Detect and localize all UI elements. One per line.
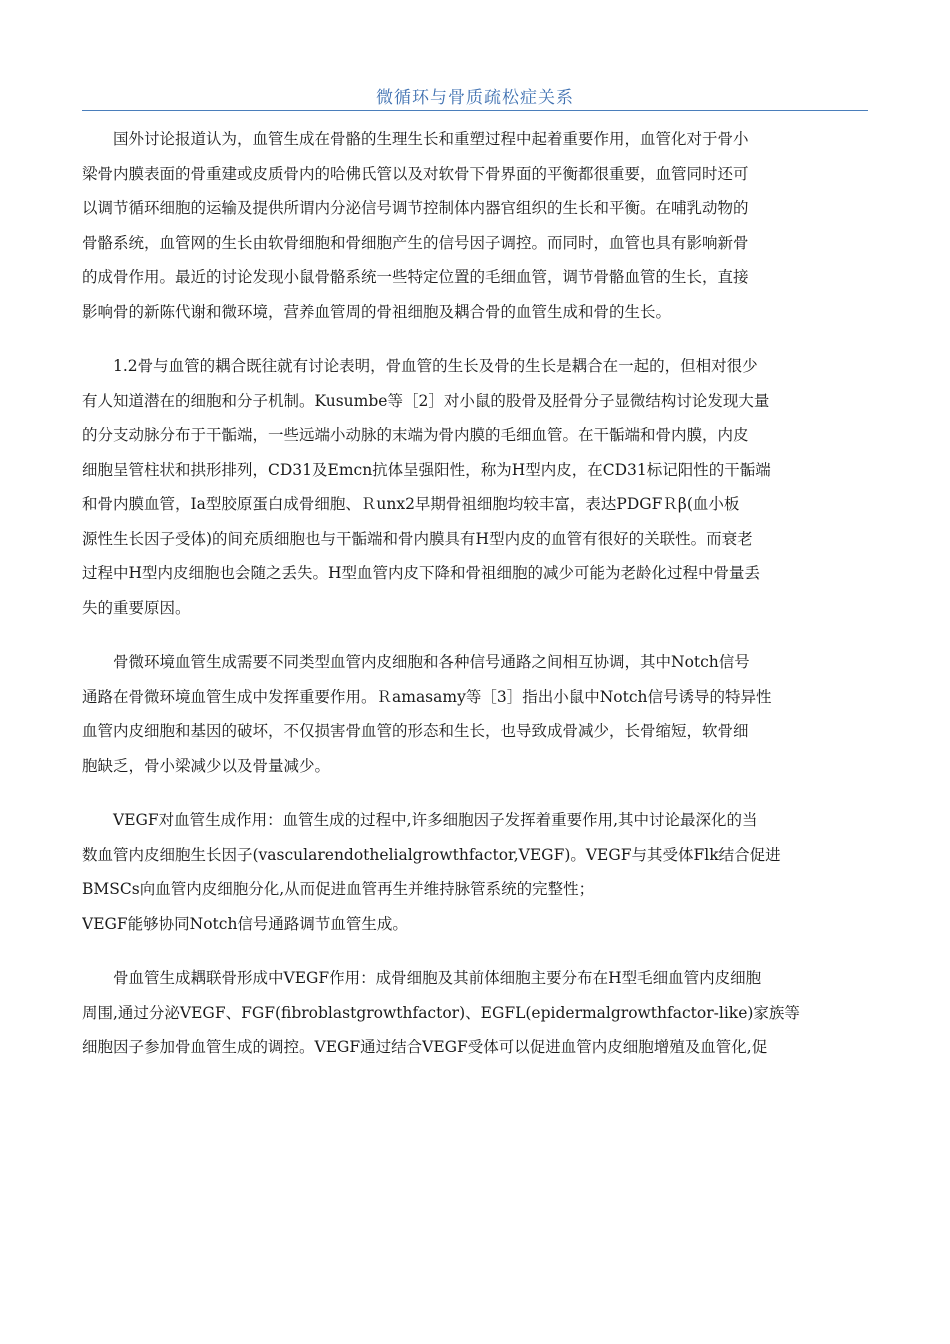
- text-line: 骨微环境血管生成需要不同类型血管内皮细胞和各种信号通路之间相互协调，其中Notch信号: [113, 653, 750, 671]
- text-line: 细胞呈管柱状和拱形排列，CD31及Emcn抗体呈强阳性，称为H型内皮，在CD31标记阳性的干骺端: [82, 460, 771, 479]
- paragraph-1: [82, 122, 868, 329]
- paragraph-5: [82, 907, 868, 942]
- text-line: 周围,通过分泌VEGF、FGF(fibroblastgrowthfactor)、EGFL(epidermalgrowthfactor-like)家族等: [82, 1003, 800, 1022]
- text-line: 骨血管生成耦联骨形成中VEGF作用：成骨细胞及其前体细胞主要分布在H型毛细血管内皮细胞: [113, 969, 762, 987]
- text-line: 梁骨内膜表面的骨重建或皮质骨内的哈佛氏管以及对软骨下骨界面的平衡都很重要，血管同时还可: [82, 164, 749, 183]
- text-line: 胞缺乏，骨小梁减少以及骨量减少。: [82, 756, 331, 775]
- text-line: 以调节循环细胞的运输及提供所谓内分泌信号调节控制体内器官组织的生长和平衡。在哺乳动物的: [82, 199, 749, 217]
- text-line: 有人知道潜在的细胞和分子机制。Kusumbe等［2］对小鼠的股骨及胫骨分子显微结构讨论发现大量: [82, 391, 770, 410]
- text-line: 的成骨作用。最近的讨论发现小鼠骨骼系统一些特定位置的毛细血管，调节骨骼血管的生长，直接: [82, 268, 749, 286]
- text-line: 源性生长因子受体)的间充质细胞也与干骺端和骨内膜具有H型内皮的血管有很好的关联性。而衰老: [82, 529, 753, 548]
- text-line: 细胞因子参加骨血管生成的调控。VEGF通过结合VEGF受体可以促进血管内皮细胞增殖及血管化,促: [82, 1038, 768, 1056]
- text-line: 国外讨论报道认为，血管生成在骨骼的生理生长和重塑过程中起着重要作用，血管化对于骨小: [113, 130, 749, 148]
- paragraph-3: [82, 645, 868, 783]
- text-line: 和骨内膜血管，Ia型胶原蛋白成骨细胞、Ｒunx2早期骨祖细胞均较丰富，表达PDGFＲβ(血小板: [82, 495, 740, 513]
- text-line: VEGF对血管生成作用：血管生成的过程中,许多细胞因子发挥着重要作用,其中讨论最深化的当: [113, 811, 758, 829]
- page-header: [82, 78, 868, 111]
- text-line: 1.2骨与血管的耦合既往就有讨论表明，骨血管的生长及骨的生长是耦合在一起的，但相对很少: [113, 357, 758, 375]
- text-line: 失的重要原因。: [82, 598, 191, 617]
- paragraph-2: [82, 349, 868, 625]
- page-title: 微循环与骨质疏松症关系: [376, 88, 574, 108]
- paragraph-6: [82, 961, 868, 1065]
- text-line: 血管内皮细胞和基因的破坏，不仅损害骨血管的形态和生长，也导致成骨减少，长骨缩短，软骨细: [82, 722, 749, 740]
- paragraph-4: [82, 803, 868, 907]
- text-line: 通路在骨微环境血管生成中发挥重要作用。Ｒamasamy等［3］指出小鼠中Notch信号诱导的特异性: [82, 687, 772, 706]
- text-line: 数血管内皮细胞生长因子(vascularendothelialgrowthfactor,VEGF)。VEGF与其受体Flk结合促进: [82, 845, 781, 864]
- text-line: 骨骼系统，血管网的生长由软骨细胞和骨细胞产生的信号因子调控。而同时，血管也具有影响新骨: [82, 233, 749, 252]
- text-line: 影响骨的新陈代谢和微环境，营养血管周的骨祖细胞及耦合骨的血管生成和骨的生长。: [82, 302, 672, 321]
- text-line: 的分支动脉分布于干骺端，一些远端小动脉的末端为骨内膜的毛细血管。在干骺端和骨内膜，内皮: [82, 426, 749, 444]
- text-line: BMSCs向血管内皮细胞分化,从而促进血管再生并维持脉管系统的完整性；: [82, 880, 595, 898]
- text-line: 过程中H型内皮细胞也会随之丢失。H型血管内皮下降和骨祖细胞的减少可能为老龄化过程中骨量丢: [82, 564, 761, 582]
- document-body: [82, 122, 868, 1085]
- text-line: VEGF能够协同Notch信号通路调节血管生成。: [82, 914, 408, 933]
